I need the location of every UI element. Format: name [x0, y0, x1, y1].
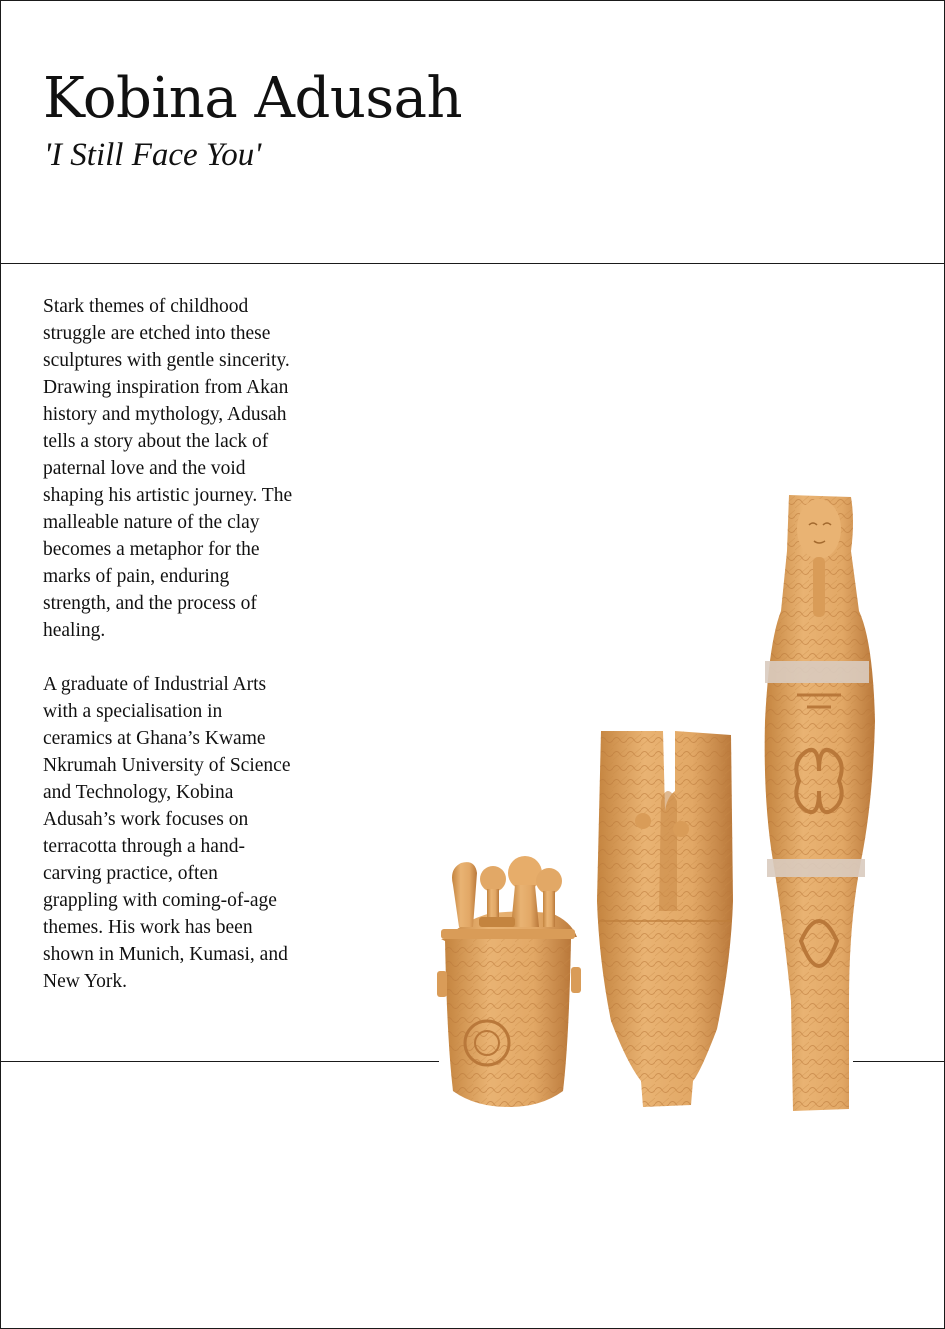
description-paragraph-1: Stark themes of childhood struggle are etched into these sculptures with gentle sincerity. Drawing inspiration from Akan history and mythology, Adusah tells a story about the lack of paternal love and the void shaping his artistic journey. The malleable nature of the clay becomes a metaphor for the marks of pain, enduring strength, and the process of healing. [43, 296, 293, 641]
sculptures-photo [431, 481, 881, 1121]
figure-column-sculpture [765, 495, 875, 1111]
forked-vessel-sculpture [597, 731, 733, 1107]
top-divider [1, 263, 944, 264]
bottom-divider-left [1, 1061, 439, 1062]
description [43, 293, 293, 1022]
terracotta-sculptures-illustration [431, 481, 881, 1121]
artist-name: Kobina Adusah [43, 66, 463, 131]
work-title: 'I Still Face You' [44, 137, 262, 173]
description-paragraph-2: A graduate of Industrial Arts with a specialisation in ceramics at Ghana’s Kwame Nkrumah University of Science and Technology, Kobina Adusah’s work focuses on terracotta through a hand-carving practice, often grappling with coming-of-age themes. His work has been shown in Munich, Kumasi, and New York. [43, 674, 291, 992]
jar-sculpture [437, 856, 581, 1107]
